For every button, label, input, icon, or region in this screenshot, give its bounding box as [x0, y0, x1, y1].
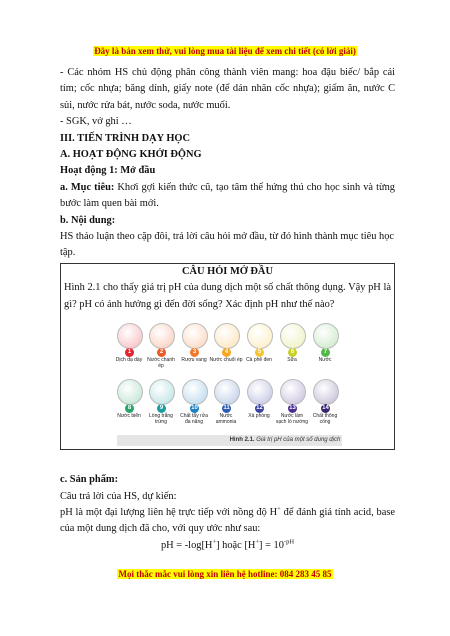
figure-item-number: 9	[157, 404, 166, 413]
figure-item-image	[313, 323, 339, 349]
hotline-banner	[0, 569, 450, 579]
figure-item-image	[214, 379, 240, 405]
figure-item-label: Sữa	[287, 357, 297, 364]
figure-item-image	[182, 379, 208, 405]
answer-text-part-b: để đánh giá tính acid, base của một dung dịch đã cho, với quy ước như sau:	[60, 506, 395, 535]
preview-banner-text: Đây là bản xem thử, vui lòng mua tài liệu để xem chi tiết (có lời giải)	[94, 46, 356, 56]
product-answer-text	[60, 505, 395, 538]
figure-item-label: Nước	[318, 357, 332, 364]
figure-item-label: Xà phòng	[248, 413, 270, 420]
figure-item-label: Nước chanh ép	[147, 357, 175, 369]
answer-text-part-a: pH là một đại lượng liên hệ trực tiếp với nồng độ H	[60, 506, 278, 518]
formula-part-b: ] hoặc [H	[216, 539, 256, 551]
question-box-text: Hình 2.1 cho thấy giá trị pH của dung dịch một số chất thông dụng. Vậy pH là gì? pH có ảnh hưởng gì đến đời sống? Xác định pH như thế nào?	[64, 282, 391, 310]
activity-title: Hoạt động 1: Mở đầu	[60, 165, 156, 177]
materials-line-1: - Các nhóm HS chủ động phân công thành viên mang: hoa đậu biếc/ bắp cải tím; cốc nhựa; băng dính, giấy note (để dán nhãn cốc nhựa); giấm ăn, nước C sủi, nước rửa bát, nước soda, nước muối.	[60, 67, 395, 111]
answer-superscript: +	[277, 505, 281, 513]
subsection-title: A. HOẠT ĐỘNG KHỞI ĐỘNG	[60, 149, 202, 161]
figure-item-number: 1	[125, 348, 134, 357]
figure-item-image	[117, 323, 143, 349]
section-title: III. TIẾN TRÌNH DẠY HỌC	[60, 132, 191, 144]
formula-part-c: ] = 10	[259, 539, 284, 551]
figure-item-number: 10	[191, 405, 198, 412]
objective-label: a. Mục tiêu:	[60, 181, 115, 193]
formula-sup-1: +	[212, 538, 217, 546]
product-label: c. Sản phẩm:	[60, 474, 119, 486]
figure-item-number: 13	[289, 405, 296, 412]
ph-formula	[60, 538, 395, 554]
figure-item-image	[313, 379, 339, 405]
formula-part-a: pH = -log[H	[160, 539, 213, 551]
content-label: b. Nội dung:	[60, 214, 116, 226]
figure-item-label: Chất tẩy rửa đa năng	[180, 413, 208, 425]
objective-text: Khơi gợi kiến thức cũ, tạo tâm thế hứng thú cho học sinh và từng bước làm quen bài mới.	[60, 181, 395, 210]
figure-item-image	[117, 379, 143, 405]
figure-item-number: 4	[222, 348, 231, 357]
figure-item-number: 8	[125, 404, 134, 413]
figure-caption	[117, 435, 342, 446]
content-text: HS thảo luận theo cặp đôi, trả lời câu hỏi mở đầu, từ đó hình thành mục tiêu học tập.	[60, 231, 395, 259]
figure-item-label: Nước ammonia	[215, 413, 237, 425]
figure-item-image	[280, 379, 306, 405]
figure-item-label: Dịch dạ dày	[115, 357, 143, 364]
figure-item-number: 14	[322, 405, 329, 412]
figure-item-number: 11	[223, 405, 230, 412]
figure-item-number: 3	[190, 348, 199, 357]
product-answer-intro: Câu trả lời của HS, dự kiến:	[60, 490, 177, 502]
figure-item-label: Chất thông cống	[312, 413, 338, 425]
document-body	[60, 65, 395, 554]
figure-item-image	[182, 323, 208, 349]
figure-item-image	[149, 323, 175, 349]
figure-caption-text: Giá trị pH của một số dung dịch	[254, 437, 341, 444]
hotline-banner-text: Mọi thắc mắc vui lòng xin liên hệ hotline: 084 283 45 85	[118, 569, 332, 579]
formula-sup-2: +	[255, 538, 260, 546]
figure-item-number: 6	[288, 348, 297, 357]
figure-item-label: Rượu vang	[181, 357, 207, 364]
ph-figure	[105, 321, 350, 446]
figure-item-label: Nước chuối ép	[209, 357, 243, 364]
figure-item-label: Nước làm sạch lò nướng	[275, 413, 309, 425]
figure-item-image	[247, 323, 273, 349]
objective-paragraph	[60, 180, 395, 213]
figure-item-number: 5	[255, 348, 264, 357]
figure-item-image	[280, 323, 306, 349]
figure-item-label: Cà phê đen	[246, 357, 272, 364]
formula-sup-3: -pH	[283, 538, 295, 546]
figure-item-label: Lòng trắng trứng	[149, 413, 173, 425]
figure-item-image	[214, 323, 240, 349]
figure-item-image	[149, 379, 175, 405]
question-box	[60, 263, 395, 450]
preview-banner	[0, 46, 450, 56]
figure-caption-label: Hình 2.1.	[229, 437, 255, 444]
figure-item-image	[247, 379, 273, 405]
figure-item-number: 7	[321, 348, 330, 357]
question-box-title: CÂU HỎI MỞ ĐẦU	[182, 265, 273, 277]
figure-item-number: 2	[157, 348, 166, 357]
figure-item-label: Nước biển	[117, 413, 141, 420]
figure-item-number: 12	[256, 405, 263, 412]
materials-line-2: - SGK, vở ghi …	[60, 116, 132, 128]
